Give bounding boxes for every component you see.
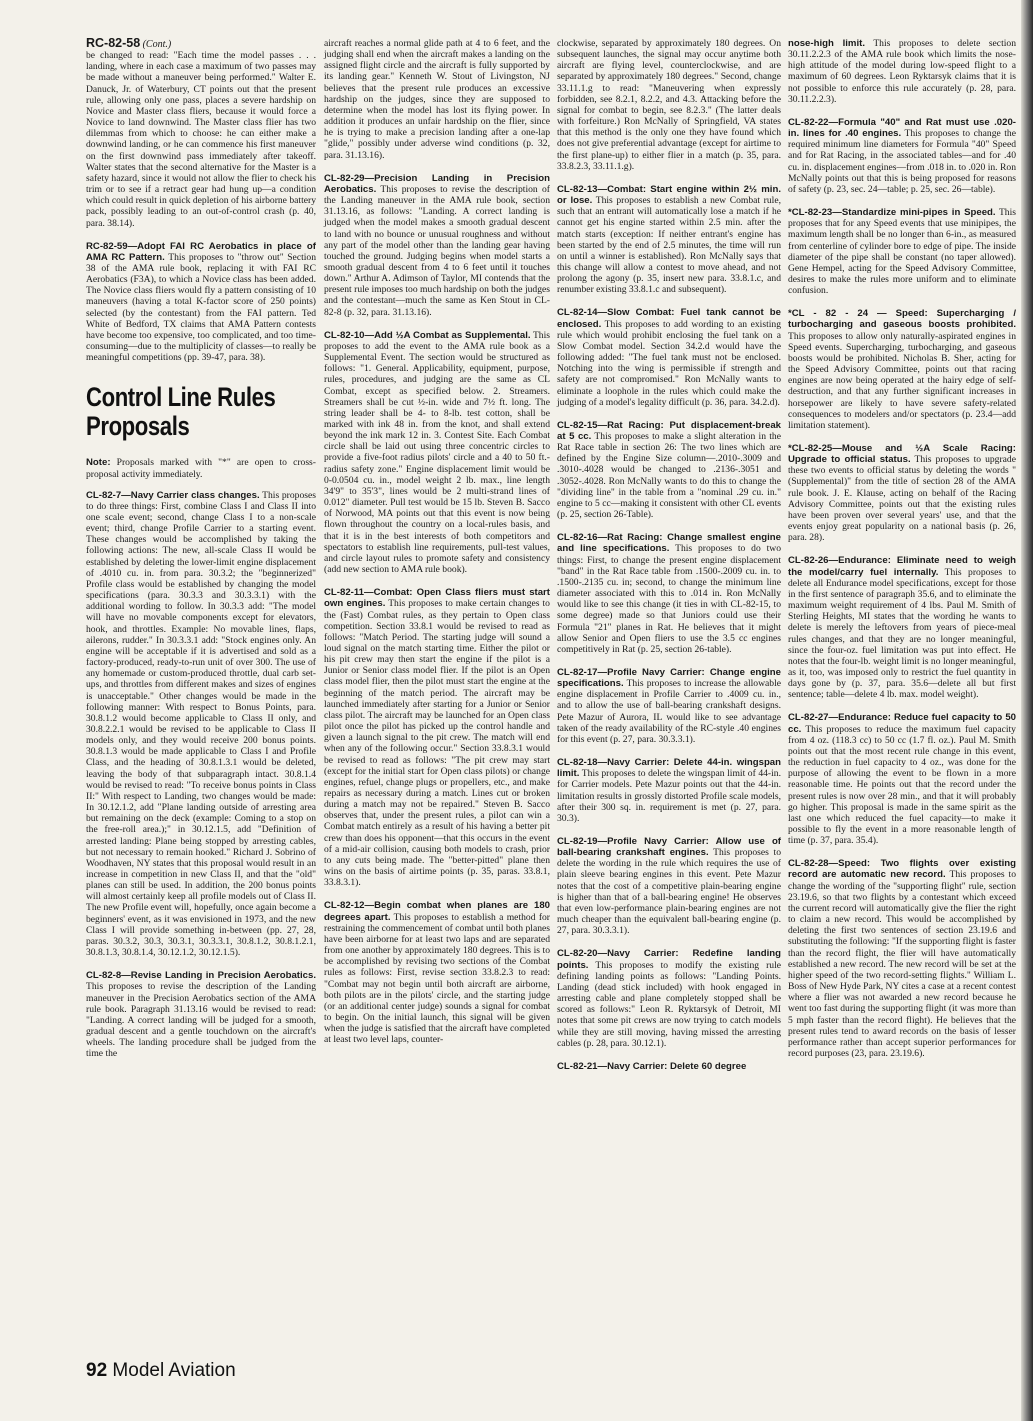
entry-cl-82-7 bbox=[86, 490, 316, 959]
entry-body: This proposes to change the wording of the "supporting flight" rule, section 23.19.6, so that two flights by a contestant which exceed the current record will automatically give the flier the right to claim a new record. This would be accomplished by deleting the first two sentences of section 23.19.6 and substituting the following: "If the supporting flight is faster than the record flight, the flier will have automatically established a new record. The new record will be set at the higher speed of the two record-setting flights." William L. Boss of New Hyde Park, NY cites a case at a recent contest where a flier was not awarded a new record because he went too fast during the supporting flight (it was more than 5 mph faster than the record flight). He believes that the present rules tend to award records on the basis of lesser performance rather than accept superior performances for record purposes (23, para. 23.19.6). bbox=[788, 869, 1016, 1059]
entry-cl-82-14 bbox=[557, 307, 781, 407]
column-4 bbox=[788, 38, 1016, 1071]
entry-body: This proposes to increase the allowable engine displacement in Profile Carrier to .4009 cu. in., and to allow the use of ball-bearing crankshaft designs. Pete Mazur of Aurora, IL would like to see advantage taken of the ready availability of the RC-style .40 engines for this event (p. 27, para. 30.3.3.1). bbox=[557, 678, 781, 745]
column-1 bbox=[86, 38, 316, 1072]
entry-cl-82-12-continued bbox=[557, 38, 781, 172]
entry-heading: RC-82-58 bbox=[86, 36, 141, 50]
note bbox=[86, 457, 316, 479]
page-footer bbox=[86, 1360, 236, 1382]
continued-label: (Cont.) bbox=[142, 39, 172, 50]
entry-cl-82-15 bbox=[557, 420, 781, 520]
entry-cl-82-13 bbox=[557, 184, 781, 296]
entry-cl-82-24 bbox=[788, 308, 1016, 431]
entry-cl-82-11 bbox=[324, 587, 550, 888]
entry-cl-82-19 bbox=[557, 836, 781, 936]
entry-heading: CL-82-12—Begin combat when planes are 180 degrees apart. bbox=[324, 900, 550, 923]
entry-body: This proposes to revise the description of the Landing maneuver in the Precision Aerobatics section of the AMA rule book. Paragraph 31.13.16 would be revised to read: "Landing. A correct landing will be judged for a smooth, gradual descent and a gentle touchdown on the aircraft's wheels. The landing procedure shall be judged from the time the bbox=[86, 981, 316, 1060]
entry-cl-82-20 bbox=[557, 948, 781, 1048]
entry-cl-82-27 bbox=[788, 712, 1016, 846]
entry-body: This proposes to "throw out" Section 38 of the AMA rule book, replacing it with FAI RC Aerobatics (F3A), to which a Novice class has been added. The Novice class fliers would fly a pattern consisting of 10 maneuvers (having a total K-factor score of 250 points) selected (by the contestant) from the FAI pattern. Ted White of Bedford, TX claims that AMA Pattern contests have become too expensive, too complicated, and too time-consuming—due to the multiplicity of classes—to really be meaningful competitions (pp. 39-47, para. 38). bbox=[86, 251, 316, 364]
entry-body: This proposes to make certain changes to the (Fast) Combat rules, as they pertain to Open class competition. Section 33.8.1 would be revised to read as follows: "Match Period. The starting judge will sound a loud signal on the match starting time. Either the pilot or his pit crew may then start the engine if the pilot is a Junior or Senior class model flier. If the pilot is an Open class model flier, then the pilot must start the engine at the beginning of the match period. The aircraft may be launched immediately after starting for a Junior or Senior class pilot. The aircraft may be launched for an Open class pilot once the pilot has picked up the control handle and given a launch signal to the pit crew. The match will end when any of the following occur." Section 33.8.3.1 would be revised to read as follows: "The pit crew may start (except for the initial start for Open class pilots) or change engines, refuel, change plugs or propellers, etc., and make repairs as necessary during a match. Lines cut or broken during a match may not be repaired." Steven B. Sacco observes that, under the present rules, a pilot can win a Combat match entirely as a result of his having a better pit crew than does his opponent—that this occurs in the event of a mid-air collision, causing both models to crash, prior to any cuts being made. The "better-pitted" plane then wins on the basis of airtime points (p. 35, paras. 33.8.1, 33.8.3.1). bbox=[324, 598, 550, 889]
entry-body: This proposes to upgrade these two events to official status by deleting the words "(Supplemental)" from the title of section 28 of the AMA rule book. J. E. Klause, acting on behalf of the Racing Advisory Committee, points out that the existing rules have been proven over several years' use, and that the events enjoy great popularity on a national basis (p. 26, para. 28). bbox=[788, 454, 1016, 544]
entry-heading: *CL - 82 - 24 — Speed: Supercharging / turbocharging and gaseous boosts prohibited. bbox=[788, 308, 1016, 331]
entry-body: This proposes to do two things: First, to change the present engine displacement "band" in the Rat Race table from .1500-.2009 cu. in. to .1500-.2135 cu. in; second, to change the minimum line diameter associated with this to .014 in. Ron McNally would like to see this change (it ties in with CL-82-15, to some degree) made so that Juniors could use their Formula "21" planes in Rat. He believes that it might allow Senior and Open fliers to use the 3.5 cc engines competitively in Rat (p. 25, section 26-table). bbox=[557, 543, 781, 655]
column-3 bbox=[557, 38, 781, 1084]
entry-heading: CL-82-7—Navy Carrier class changes. bbox=[86, 489, 260, 501]
page-edge-shadow bbox=[1021, 0, 1033, 1421]
entry-heading: *CL-82-23—Standardize mini-pipes in Speed. bbox=[788, 207, 996, 219]
entry-body: This proposes to make a slight alteration in the Rat Race table in section 26: The two lines which are defined by the Engine Size column—.2010-.3009 and .3010-.4028 would be changed to .2136-.3051 and .3052-.4028. Ron McNally wants to do this to change the "dividing line" in the table from a "nominal .29 cu. in." engine to 5 cc—making it consistent with other CL events (p. 25, section 26-Table). bbox=[557, 431, 781, 521]
entry-cl-82-26 bbox=[788, 555, 1016, 700]
entry-heading: CL-82-28—Speed: Two flights over existing record are automatic new record. bbox=[788, 858, 1016, 881]
entry-body: aircraft reaches a normal glide path at 4 to 6 feet, and the judging shall end when the aircraft makes a landing on the assigned flight circle and the aircraft is fully supported by its landing gear." Kenneth W. Stout of Livingston, NJ believes that the present rule produces an excessive hardship on the judges, since they are supposed to determine when the model has lost its flying power. In addition it produces an unfair hardship on the flier, since he is trying to make a precision landing after a one-lap "glide," possibly under adverse wind conditions (p. 32, para. 31.13.16). bbox=[324, 38, 550, 161]
page-number: 92 bbox=[86, 1360, 108, 1381]
entry-body: This proposes to revise the description of the Landing maneuver in the AMA rule book, section 31.13.16, as follows: "Landing. A correct landing is judged when the model makes a smooth gradual descent to land with no bounce or unusual roughness and without any part of the model other than the landing gear having touched the ground. Judging begins when model starts a smooth gradual descent from 4 to 6 feet until it touches down." Arthur A. Adimson of Taylor, MI contends that the present rule imposes too much hardship on both the judges and the contestant—much the same as Ken Stout in CL-82-8 (p. 32, para. 31.13.16). bbox=[324, 183, 550, 318]
entry-heading: nose-high limit. bbox=[788, 38, 865, 49]
entry-rc-82-59 bbox=[86, 241, 316, 364]
entry-heading: CL-82-17—Profile Navy Carrier: Change engine specifications. bbox=[557, 666, 781, 690]
entry-heading: *CL-82-25—Mouse and ½A Scale Racing: Upgrade to official status. bbox=[788, 443, 1016, 466]
entry-cl-82-18 bbox=[557, 757, 781, 824]
entry-body: This proposes to change the required minimum line diameters for Formula "40" Speed and for Rat Racing, in the associated tables—and for .40 cu. in. displacement engines—from .018 in. to .020 in. Ron McNally points out that this is being proposed for reasons of safety (p. 23, sec. 24—table; p. 25, sec. 26—table). bbox=[788, 128, 1016, 195]
entry-body: This proposes that for any Speed events that use minipipes, the maximum length shall be no longer than 6-in., as measured from centerline of cylinder bore to edge of pipe. The inside diameter of the pipe shall be constant (no taper allowed). Gene Hempel, acting for the Speed Advisory Committee, desires to make the rules more uniform and to eliminate confusion. bbox=[788, 207, 1016, 297]
magazine-name: Model Aviation bbox=[112, 1360, 236, 1381]
entry-heading: CL-82-10—Add ½A Combat as Supplemental. bbox=[324, 329, 531, 341]
entry-heading: RC-82-59—Adopt FAI RC Aerobatics in place of AMA RC Pattern. bbox=[86, 240, 316, 263]
section-title-line-2: Proposals bbox=[86, 411, 190, 442]
entry-cl-82-21-continued bbox=[788, 38, 1016, 105]
entry-cl-82-16 bbox=[557, 532, 781, 655]
entry-cl-82-8 bbox=[86, 970, 316, 1059]
entry-body: This proposes to establish a method for restraining the commencement of combat until both planes have been airborne for at least two laps and are separated from one another by approximately 180 degrees. This is to be accomplished by revising two sections of the Combat rules as follows: First, revise section 33.8.2.3 to read: "Combat may not begin until both aircraft are airborne, both pilots are in the pilots' circle, and the starting judge (or an additional center judge) sounds a signal for combat to begin. On the initial launch, this signal will be given when the judge is satisfied that the aircraft have completed at least two level laps, counter- bbox=[324, 911, 551, 1046]
note-heading: Note: bbox=[86, 457, 111, 469]
entry-cl-82-12 bbox=[324, 900, 550, 1045]
entry-heading: CL-82-8—Revise Landing in Precision Aerobatics. bbox=[86, 970, 316, 982]
entry-heading: CL-82-22—Formula "40" and Rat must use .020-in. lines for .40 engines. bbox=[788, 116, 1016, 140]
entry-heading: CL-82-27—Endurance: Reduce fuel capacity to 50 cc. bbox=[788, 712, 1016, 735]
section-title bbox=[86, 383, 316, 441]
entry-cl-82-17 bbox=[557, 667, 781, 745]
entry-heading: CL-82-20—Navy Carrier: Redefine landing points. bbox=[557, 948, 781, 971]
entry-heading: CL-82-13—Combat: Start engine within 2½ min. or lose. bbox=[557, 183, 781, 207]
entry-cl-82-23 bbox=[788, 207, 1016, 296]
entry-body: This proposes to allow only naturally-aspirated engines in Speed events. Supercharging, turbocharging, and gaseous boosts would be prohibited. Nicholas B. Sher, acting for the Speed Advisory Committee, points out that racing engines are now being operated at the hairy edge of self-destruction, and that any further significant increases in horsepower are likely to have severe safety-related consequences to modelers and/or spectators (p. 23.4—add limitation statement). bbox=[788, 330, 1016, 431]
entry-heading: CL-82-18—Navy Carrier: Delete 44-in. wingspan limit. bbox=[557, 757, 781, 780]
entry-body: This proposes to delete the wording in the rule which requires the use of plain sleeve bearing engines in this event. Pete Mazur notes that the cost of a competitive plain-bearing engine is higher than that of a ball-bearing engine! He observes that even low-performance plain-bearing engines are not much cheaper than the equivalent ball-bearing engine (p. 27, para. 30.3.3.1). bbox=[557, 847, 781, 937]
entry-cl-82-21 bbox=[557, 1061, 781, 1072]
entry-heading: CL-82-14—Slow Combat: Fuel tank cannot be enclosed. bbox=[557, 307, 781, 330]
entry-body: This proposes to reduce the maximum fuel capacity from 4 oz. (118.3 cc) to 50 cc (1.7 fl. oz.). Paul M. Smith points out that the most recent rule change in this event, the reduction in fuel capacity to 4 oz., was done for the purpose of allowing the event to be flown in a more reasonable time. He points out that the record under the present rules is now over 28 min., and that it will probably go higher. This proposal is made in the same spirit as the last one which reduced the fuel capacity—to make it possible to fly the event in a more reasonable length of time (p. 37, para. 35.4). bbox=[788, 723, 1016, 847]
entry-rc-82-58-continued bbox=[86, 38, 316, 229]
entry-body: This proposes to add the event to the AMA rule book as a Supplemental Event. The section would be structured as follows: "1. General. Applicability, equipment, purpose, rules, procedures, and judging are the same as CL Combat, except as specified below. 2. Streamers. Streamers shall be cut ½-in. wide and 7½ ft. long. The string leader shall be 4- to 8-lb. test cotton, shall be marked with ink 48 in. from the knot, and shall extend beyond the ink mark 12 in. 3. Contest Site. Each Combat circle shall be laid out using three concentric circles to provide a five-foot radius pilots' circle and a 40 to 50 ft.-radius safety zone." Engine displacement limit would be 0-0.0504 cu. in., model weight 2 lb. max., line length 34'9" to 35'3", lines would be 2 multi-strand lines of 0.012" diameter. Pull test would be 15 lb. Steven B. Sacco of Norwood, MA points out that this event is now being flown throughout the country on a local-rules basis, and that it is in the best interests of both competitors and spectators to establish line requirements, pull-test values, and circle layout rules to promote safety and consistency (add new section to AMA rule book). bbox=[324, 329, 550, 576]
entry-heading: CL-82-15—Rat Racing: Put displacement-break at 5 cc. bbox=[557, 419, 781, 442]
entry-body: This proposes to do three things: First, combine Class I and Class II into one scale event; second, change Class I to a non-scale event; third, change Profile Carrier to a starting event. These changes would be accomplished by taking the following actions: The new, all-scale Class II would be established by deleting the lower-limit engine displacement of .4010 cu. in. from para. 30.3.2; the "beginnerized" Profile class would be established by changing the model specifications (para. 30.3.3 and 30.3.3.1) with the additional wording to follow. In 30.3.3 add: "The model will have no movable components except for elevators, hook, and throttles. Example: No movable lines, flaps, ailerons, rudder." In 30.3.3.1 add: "Stock engines only. An engine will be acceptable if it is advertised and sold as a factory-produced, ready-to-run unit of over 300. The use of any homemade or custom-produced throttle, dual carb set-ups, and throttles from different makes and sizes of engines is unacceptable." Other changes would be made in the following manner: With respect to Bonus Points, para. 30.8.1.2 would become applicable to Class II only, and 30.8.2.2.1 would be revised to be applicable to Class II models only, and they would receive 200 bonus points. 30.8.1.3 would be made applicable to Class I and Profile Class, and the heading of 30.8.1.3.1 would be deleted, leaving the body of that subparagraph intact. 30.8.1.4 would be revised to read: "To receive bonus points in Class II:" With respect to Landing, two changes would be made: In 30.12.1.2, add "Plane landing outside of arresting area but remaining on the deck (example: Coming to a stop on the free-roll area.);" in 30.12.1.5, add "Definition of arrested landing: Plane being stopped by arresting cables, but not necessary to remain hooked." Richard J. Sobrino of Woodhaven, NY states that this proposal would result in an increase in competition in new Class II, and that the "old" planes can still be used. In addition, the 200 bonus points will almost certainly keep all profile models out of Class II. The new Profile event will, hopefully, once again become a beginners' event, as it was envisioned in 1973, and the new Class I will provide something in-between (pp. 27, 28, paras. 30.3.2, 30.3, 30.3.1, 30.3.3.1, 30.8.1.2, 30.8.1.2.1, 30.8.1.3, 30.8.1.4, 30.12.1.2, 30.12.1.5). bbox=[86, 489, 316, 959]
entry-cl-82-10 bbox=[324, 330, 550, 575]
entry-cl-82-8-continued bbox=[324, 38, 550, 161]
note-body: Proposals marked with "*" are open to cross-proposal activity immediately. bbox=[86, 457, 316, 480]
entry-body: This proposes to delete the wingspan limit of 44-in. for Carrier models. Pete Mazur points out that the 44-in. limitation results in grossly distorted Profile scale models, after their 300 sq. in. requirement is met (p. 27, para. 30.3). bbox=[557, 768, 781, 824]
entry-cl-82-29 bbox=[324, 173, 550, 318]
entry-body: This proposes to delete section 30.11.2.2.3 of the AMA rule book which limits the nose-high attitude of the model during low-speed flight to a maximum of 60 degrees. Leon Ryktarsyk claims that it is not possible to enforce this rule accurately (p. 28, para. 30.11.2.2.3). bbox=[788, 38, 1016, 105]
entry-body: This proposes to establish a new Combat rule, such that an entrant will automatically lose a match if he cannot get his engine started within 2.5 min. after the match starts (exception: If neither entrant's engine has been started by the end of 2.5 minutes, the time will run on until a winner is established). Ron McNally says that this change will allow a contest to move ahead, and not prolong the agony (p. 35, insert new para. 33.8.1.c, and renumber existing 33.8.1.c and subsequent). bbox=[557, 195, 781, 296]
entry-heading: CL-82-16—Rat Racing: Change smallest engine and line specifications. bbox=[557, 532, 781, 555]
section-title-line-1: Control Line Rules bbox=[86, 382, 276, 413]
entry-body: clockwise, separated by approximately 180 degrees. On subsequent launches, the signal may occur anytime both aircraft are flying level, counterclockwise, and are separated by approximately 180 degrees." Second, change 33.11.1.g to read: "Maneuvering when expressly forbidden, see 8.2.1, 8.2.2, and 4.3. Attacking before the signal for combat to begin, see 8.2.3." (The latter deals with forfeiture.) Ron McNally of Springfield, VA states that this method is the only one they have found which does not give preferential advantage (except for airtime to the first plane-up) to either flier in a match (p. 35, para. 33.8.2.3, 33.11.1.g). bbox=[557, 38, 781, 172]
entry-heading: CL-82-11—Combat: Open Class fliers must start own engines. bbox=[324, 587, 550, 610]
entry-body: This proposes to modify the existing rule defining landing points as follows: "Landing Points. Landing (dead stick included) with hook engaged in arresting cable and plane completely stopped shall be scored as follows:" Leon R. Ryktarsyk of Detroit, MI notes that some pit crews are now trying to catch models while they are still moving, having missed the arresting cables (p. 28, para. 30.12.1). bbox=[557, 959, 781, 1049]
entry-heading: CL-82-19—Profile Navy Carrier: Allow use of ball-bearing crankshaft engines. bbox=[557, 836, 781, 859]
entry-heading: CL-82-26—Endurance: Eliminate need to weigh the model/carry fuel internally. bbox=[788, 555, 1016, 578]
entry-cl-82-28 bbox=[788, 858, 1016, 1059]
entry-body: This proposes to add wording to an existing rule which would prohibit enclosing the fuel tank on a Slow Combat model. Section 34.2.d would have the following added: "The fuel tank must not be enclosed. Notching into the wing is permissible if strength and safety are not compromised." Ron McNally wants to eliminate a loophole in the rules which could make the judging of a model's legality difficult (p. 36, para. 34.2.d). bbox=[557, 318, 782, 408]
entry-body: This proposes to delete all Endurance model specifications, except for those in the first sentence of paragraph 35.6, and to eliminate the maximum weight requirement of 4 lbs. Paul M. Smith of Sterling Heights, MI states that the wording he wants to delete is merely the leftovers from years of piece-meal rules changes, and that they are no longer meaningful, since the four-oz. fuel limitation was put into effect. He notes that the four-lb. weight limit is no longer meaningful, as it, too, was imposed only to restrict the fuel quantity in days gone by (p. 37, para. 35.6—delete all but first sentence; table—delete 4 lb. max. model weight). bbox=[788, 566, 1016, 701]
entry-cl-82-22 bbox=[788, 117, 1016, 195]
entry-heading: CL-82-29—Precision Landing in Precision Aerobatics. bbox=[324, 172, 550, 195]
column-2 bbox=[324, 38, 550, 1057]
entry-body: be changed to read: "Each time the model passes . . . landing, where in each case a maximum of two passes may be made without a maneuver being performed." Walter E. Danuck, Jr. of Waterbury, CT points out that the present rule, allowing only one pass, places a severe hardship on Novice and Master class fliers, because it would force a Novice to land downwind. The Master class flier has two dilemmas from which to choose: he can either make a downwind landing, or he can commence his first maneuver on the first downwind pass immediately after takeoff. Walter states that the second alternative for the Master is a safety hazard, since it would not allow the flier to check his trim or to see if a retract gear had hung up—a condition which could result in quick depletion of his airborne battery pack, possibly leading to an out-of-control crash (p. 40, para. 38.14). bbox=[86, 50, 316, 229]
entry-heading: CL-82-21—Navy Carrier: Delete 60 degree bbox=[557, 1060, 747, 1072]
entry-cl-82-25 bbox=[788, 443, 1016, 543]
